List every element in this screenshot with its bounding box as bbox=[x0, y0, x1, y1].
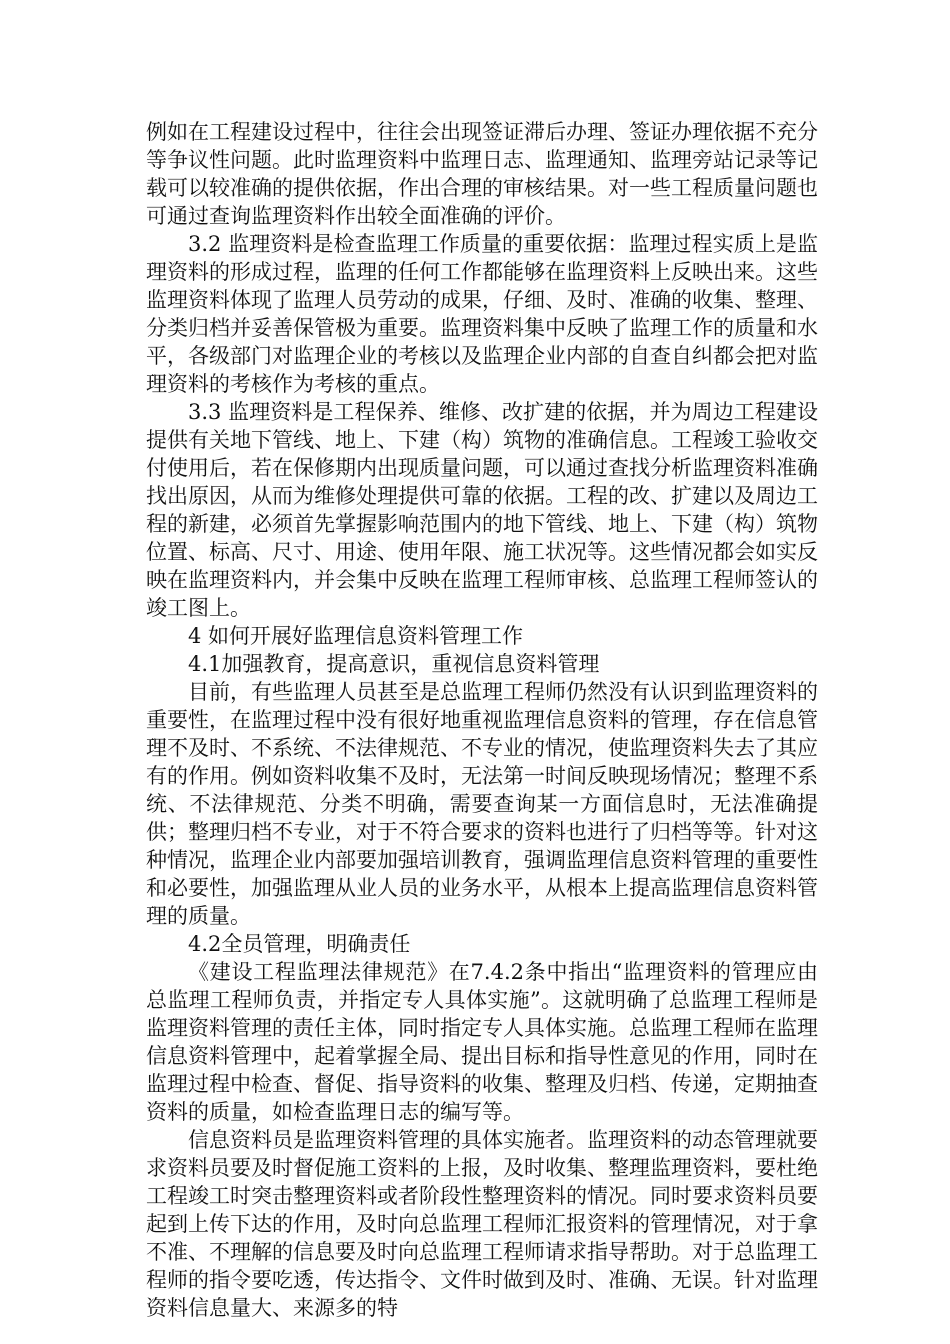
section-heading-4: 4 如何开展好监理信息资料管理工作 bbox=[188, 624, 524, 648]
paragraph-3-2: 3.2 监理资料是检查监理工作质量的重要依据：监理过程实质上是监理资料的形成过程，监理的任何工作都能够在监理资料上反映出来。这些监理资料体现了监理人员劳动的成果，仔细、及时、准确的收集、整理、分类归档并妥善保管极为重要。监理资料集中反映了监理工作的质量和水平，各级部门对监理企业的考核以及监理企业内部的自查自纠都会把对监理资料的考核作为考核的重点。 bbox=[146, 232, 818, 396]
paragraph-info-clerk: 信息资料员是监理资料管理的具体实施者。监理资料的动态管理就要求资料员要及时督促施工资料的上报，及时收集、整理监理资料，要杜绝工程竣工时突击整理资料或者阶段性整理资料的情况。同时要求资料员要起到上传下达的作用，及时向总监理工程师汇报资料的管理情况，对于拿不准、不理解的信息要及时向总监理工程师请求指导帮助。对于总监理工程师的指令要吃透，传达指令、文件时做到及时、准确、无误。针对监理资料信息量大、来源多的特 bbox=[146, 1128, 818, 1320]
document-body bbox=[146, 118, 818, 1322]
paragraph-3-3: 3.3 监理资料是工程保养、维修、改扩建的依据，并为周边工程建设提供有关地下管线、地上、下建（构）筑物的准确信息。工程竣工验收交付使用后，若在保修期内出现质量问题，可以通过查找分析监理资料准确找出原因，从而为维修处理提供可靠的依据。工程的改、扩建以及周边工程的新建，必须首先掌握影响范围内的地下管线、地上、下建（构）筑物位置、标高、尺寸、用途、使用年限、施工状况等。这些情况都会如实反映在监理资料内，并会集中反映在监理工程师审核、总监理工程师签认的竣工图上。 bbox=[146, 400, 818, 620]
paragraph-4-1-body: 目前，有些监理人员甚至是总监理工程师仍然没有认识到监理资料的重要性，在监理过程中没有很好地重视监理信息资料的管理，存在信息管理不及时、不系统、不法律规范、不专业的情况，使监理资料失去了其应有的作用。例如资料收集不及时，无法第一时间反映现场情况；整理不系统、不法律规范、分类不明确，需要查询某一方面信息时，无法准确提供；整理归档不专业，对于不符合要求的资料也进行了归档等等。针对这种情况，监理企业内部要加强培训教育，强调监理信息资料管理的重要性和必要性，加强监理从业人员的业务水平，从根本上提高监理信息资料管理的质量。 bbox=[146, 680, 818, 928]
subheading-4-1: 4.1加强教育，提高意识，重视信息资料管理 bbox=[188, 652, 600, 676]
paragraph-1: 例如在工程建设过程中，往往会出现签证滞后办理、签证办理依据不充分等争议性问题。此时监理资料中监理日志、监理通知、监理旁站记录等记载可以较准确的提供依据，作出合理的审核结果。对一些工程质量问题也可通过查询监理资料作出较全面准确的评价。 bbox=[146, 120, 818, 228]
subheading-4-2: 4.2全员管理，明确责任 bbox=[188, 932, 411, 956]
paragraph-4-2-body: 《建设工程监理法律规范》在7.4.2条中指出“监理资料的管理应由总监理工程师负责，并指定专人具体实施”。这就明确了总监理工程师是监理资料管理的责任主体，同时指定专人具体实施。总监理工程师在监理信息资料管理中，起着掌握全局、提出目标和指导性意见的作用，同时在监理过程中检查、督促、指导资料的收集、整理及归档、传递，定期抽查资料的质量，如检查监理日志的编写等。 bbox=[146, 960, 818, 1124]
